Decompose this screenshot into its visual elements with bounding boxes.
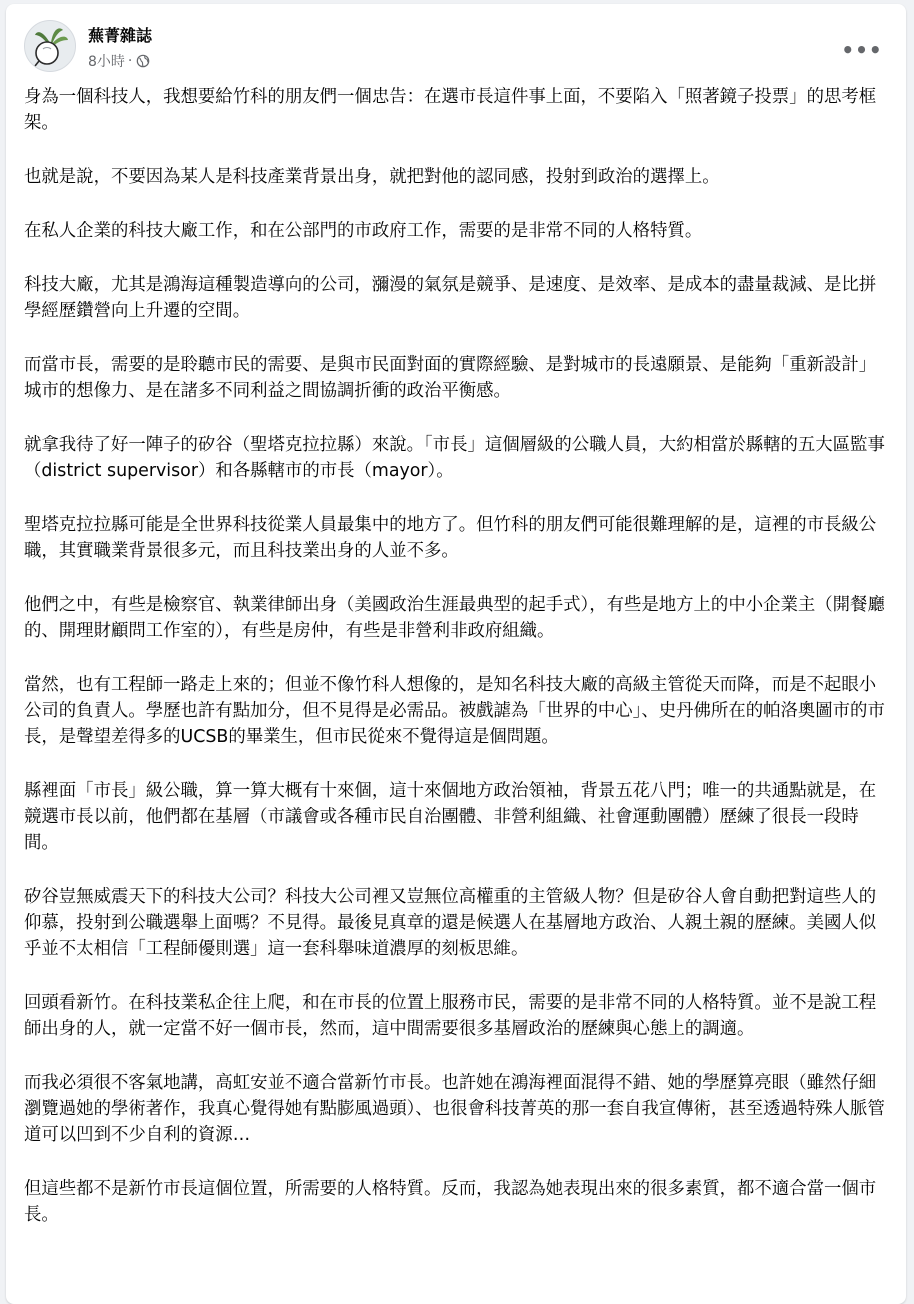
globe-icon — [136, 54, 150, 68]
post-paragraph: 而當市長，需要的是聆聽市民的需要、是與市民面對面的實際經驗、是對城市的長遠願景、是能夠「重新設計」城市的想像力、是在諸多不同利益之間協調折衝的政治平衡感。 — [24, 355, 877, 401]
turnip-logo-icon — [25, 21, 75, 71]
post-paragraph: 但這些都不是新竹市長這個位置，所需要的人格特質。反而，我認為她表現出來的很多素質，都不適合當一個市長。 — [24, 1179, 877, 1225]
post-paragraph: 在私人企業的科技大廠工作，和在公部門的市政府工作，需要的是非常不同的人格特質。 — [24, 221, 703, 241]
post-paragraph: 聖塔克拉拉縣可能是全世界科技從業人員最集中的地方了。但竹科的朋友們可能很難理解的是，這裡的市長級公職，其實職業背景很多元，而且科技業出身的人並不多。 — [24, 515, 877, 561]
post-card — [6, 4, 906, 1304]
more-options-icon: ••• — [841, 38, 883, 62]
post-timestamp[interactable]: 8小時 — [88, 54, 125, 70]
post-paragraph: 縣裡面「市長」級公職，算一算大概有十來個，這十來個地方政治領袖，背景五花八門；唯一的共通點就是，在競選市長以前，他們都在基層（市議會或各種市民自治團體、非營利組織、社會運動團體）歷練了很長一段時間。 — [24, 781, 877, 853]
post-meta — [88, 51, 150, 71]
meta-separator: · — [127, 53, 133, 69]
post-paragraph: 當然，也有工程師一路走上來的；但並不像竹科人想像的，是知名科技大廠的高級主管從天而降，而是不起眼小公司的負責人。學歷也許有點加分，但不見得是必需品。被戲謔為「世界的中心」、史丹佛所在的帕洛奧圖市的市長，是聲望差得多的UCSB的畢業生，但市民從來不覺得這是個問題。 — [24, 675, 885, 747]
post-paragraph: 就拿我待了好一陣子的矽谷（聖塔克拉拉縣）來說。「市長」這個層級的公職人員，大約相當於縣轄的五大區監事（district supervisor）和各縣轄市的市長（mayor）。 — [24, 435, 885, 481]
post-paragraph: 矽谷豈無威震天下的科技大公司？科技大公司裡又豈無位高權重的主管級人物？但是矽谷人會自動把對這些人的仰慕，投射到公職選舉上面嗎？不見得。最後見真章的還是候選人在基層地方政治、人親土親的歷練。美國人似乎並不太相信「工程師優則選」這一套科舉味道濃厚的刻板思維。 — [24, 887, 877, 959]
page-name[interactable]: 蕪菁雜誌 — [88, 26, 153, 45]
post-text — [24, 84, 890, 1256]
post-paragraph: 回頭看新竹。在科技業私企往上爬，和在市長的位置上服務市民，需要的是非常不同的人格特質。並不是說工程師出身的人，就一定當不好一個市長，然而，這中間需要很多基層政治的歷練與心態上的調適。 — [24, 993, 877, 1039]
more-options-button[interactable] — [841, 32, 883, 68]
post-paragraph: 身為一個科技人，我想要給竹科的朋友們一個忠告：在選市長這件事上面，不要陷入「照著鏡子投票」的思考框架。 — [24, 87, 877, 133]
post-paragraph: 他們之中，有些是檢察官、執業律師出身（美國政治生涯最典型的起手式），有些是地方上的中小企業主（開餐廳的、開理財顧問工作室的），有些是房仲，有些是非營利非政府組織。 — [24, 595, 885, 641]
post-header — [24, 18, 888, 78]
page-avatar[interactable] — [24, 20, 76, 72]
post-paragraph: 而我必須很不客氣地講，高虹安並不適合當新竹市長。也許她在鴻海裡面混得不錯、她的學歷算亮眼（雖然仔細瀏覽過她的學術著作，我真心覺得她有點膨風過頭）、也很會科技菁英的那一套自我宣傳術，甚至透過特殊人脈管道可以凹到不少自利的資源… — [24, 1073, 885, 1145]
post-paragraph: 科技大廠，尤其是鴻海這種製造導向的公司，瀰漫的氣氛是競爭、是速度、是效率、是成本的盡量裁減、是比拼學經歷鑽營向上升遷的空間。 — [24, 275, 877, 321]
post-paragraph: 也就是說，不要因為某人是科技產業背景出身，就把對他的認同感，投射到政治的選擇上。 — [24, 167, 720, 187]
